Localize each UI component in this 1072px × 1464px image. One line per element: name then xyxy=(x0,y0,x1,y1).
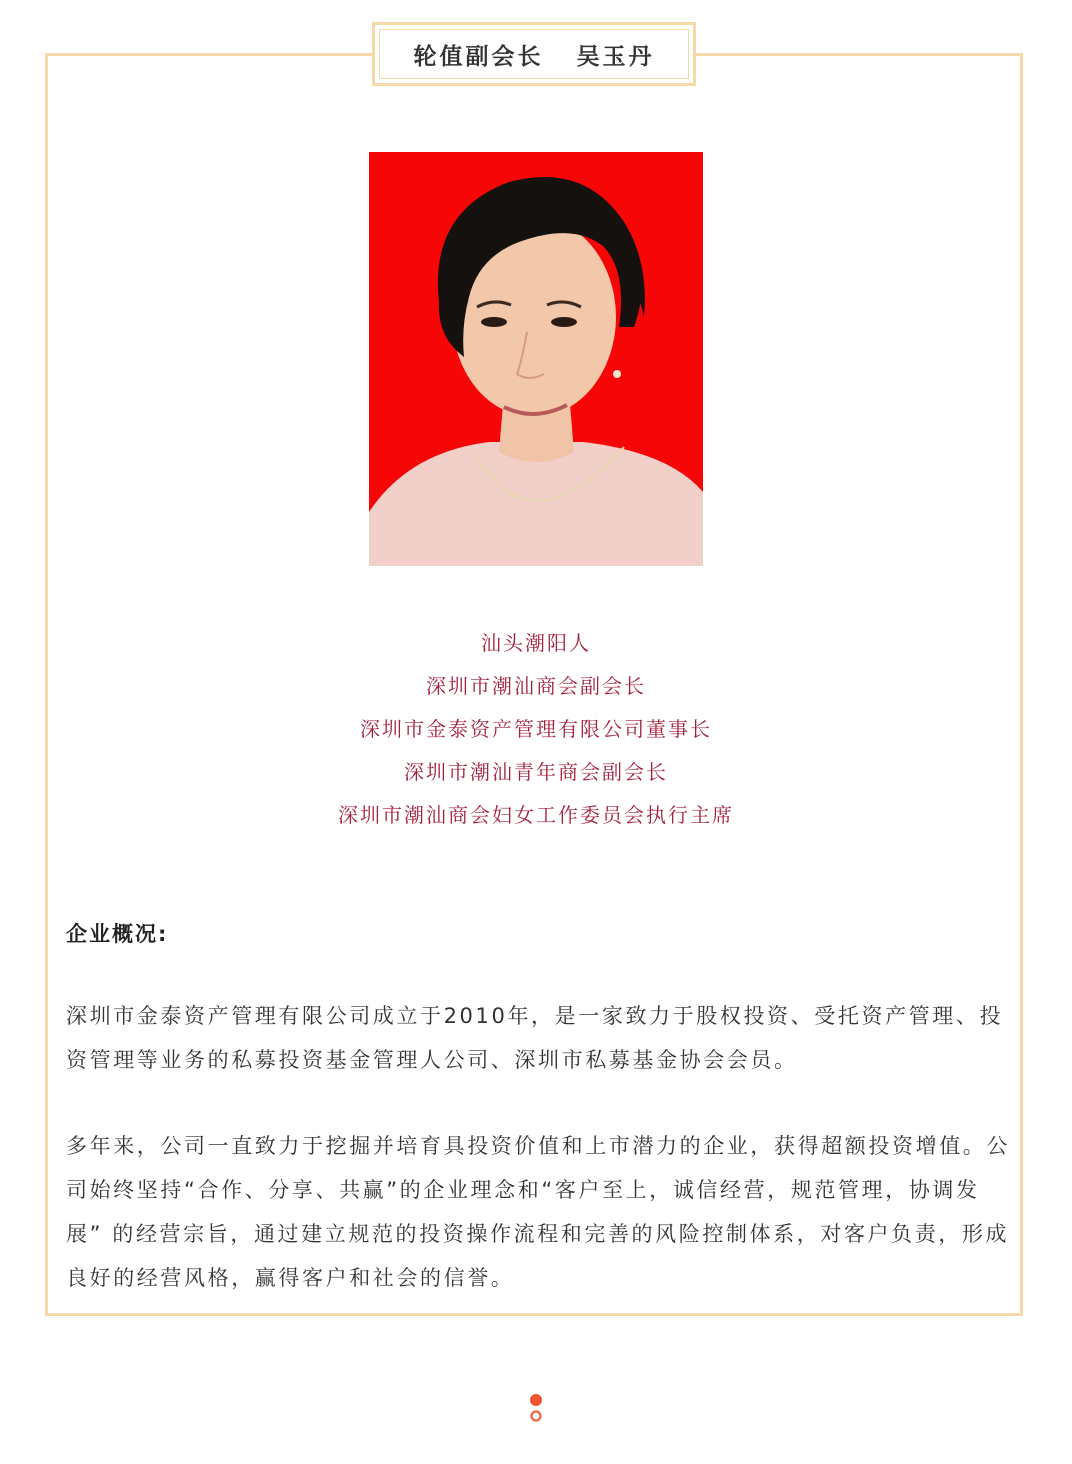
dots-icon xyxy=(529,1393,543,1423)
role-women-committee-chair: 深圳市潮汕商会妇女工作委员会执行主席 xyxy=(338,803,734,827)
portrait-illustration xyxy=(369,152,703,566)
role-chamber-vice-president: 深圳市潮汕商会副会长 xyxy=(426,674,646,698)
company-paragraph: 多年来，公司一直致力于挖掘并培育具投资价值和上市潜力的企业，获得超额投资增值。公司始终坚持“合作、分享、共赢”的企业理念和“客户至上，诚信经营，规范管理，协调发展” 的经营宗旨，通过建立规范的投资操作流程和完善的风险控制体系，对客户负责，形成良好的经营风格，赢得客户和社会的信誉。 xyxy=(66,1134,1010,1290)
section-title-company: 企业概况: xyxy=(66,922,169,946)
company-paragraph: 深圳市金泰资产管理有限公司成立于2010年，是一家致力于股权投资、受托资产管理、投资管理等业务的私募投资基金管理人公司、深圳市私募基金协会会员。 xyxy=(66,1004,1004,1072)
portrait-photo xyxy=(369,152,703,566)
role-youth-chamber-vice-president: 深圳市潮汕青年商会副会长 xyxy=(404,760,668,784)
title-box xyxy=(372,22,696,86)
role-company-chairman: 深圳市金泰资产管理有限公司董事长 xyxy=(360,717,712,741)
roles-list xyxy=(60,622,1012,837)
page-title: 轮值副会长 吴玉丹 xyxy=(379,29,689,79)
role-hometown: 汕头潮阳人 xyxy=(481,631,591,655)
decorative-dots xyxy=(529,1393,543,1423)
